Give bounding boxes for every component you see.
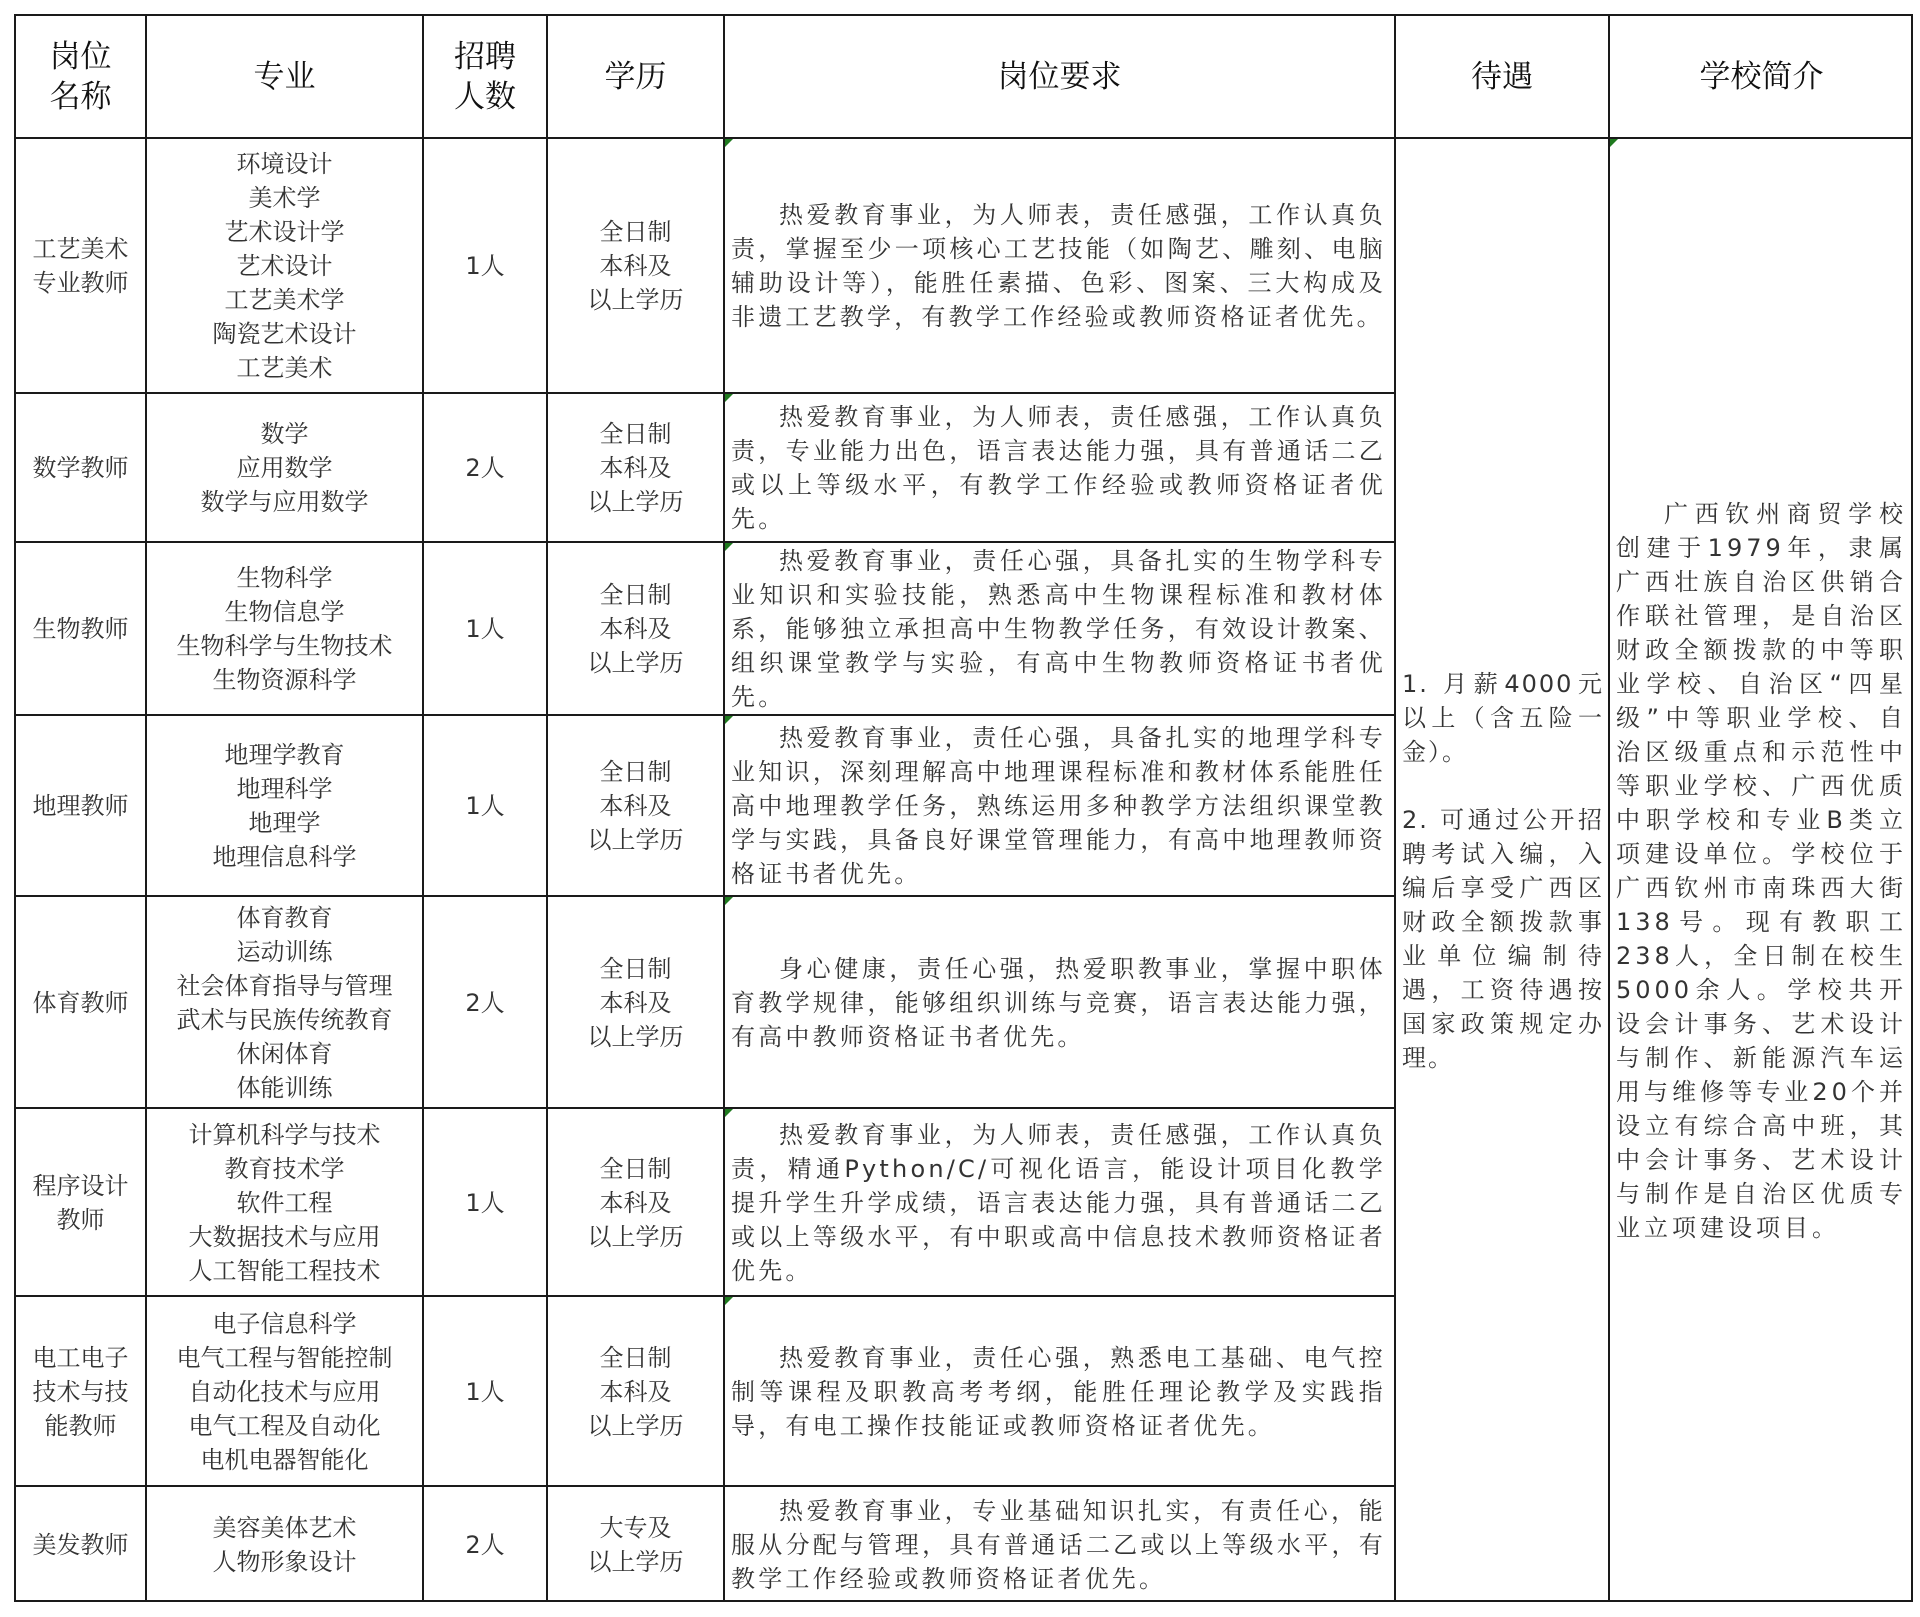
education-line-lines xyxy=(588,1511,684,1579)
position-title: 生物教师 xyxy=(32,615,129,643)
position-title-lines xyxy=(33,451,129,485)
major-item: 自动化技术与应用 xyxy=(188,1377,381,1406)
position-title-lines xyxy=(33,612,129,646)
position-title-cell xyxy=(16,716,145,896)
position-title-cell xyxy=(16,543,145,715)
header-label: 名称 xyxy=(49,79,112,115)
major-item: 运动训练 xyxy=(236,937,333,966)
major-item-lines xyxy=(201,417,369,519)
major-item: 地理科学 xyxy=(236,775,333,803)
headcount-cell xyxy=(424,1109,546,1296)
requirement-text: 热爱教育事业，为人师表，责任感强，工作认真负责，专业能力出色，语言表达能力强，具有普通话二乙或以上等级水平，有教学工作经验或教师资格证者优先。 xyxy=(731,403,1386,533)
education-line-lines xyxy=(588,952,684,1054)
requirement-text: 热爱教育事业，为人师表，责任感强，工作认真负责，掌握至少一项核心工艺技能（如陶艺、雕刻、电脑辅助设计等），能胜任素描、色彩、图案、三大构成及非遗工艺教学，有教学工作经验或教师资格证者优先。 xyxy=(731,201,1386,331)
position-title-lines xyxy=(33,986,129,1020)
education-cell xyxy=(548,543,723,715)
school-intro-text: 广西钦州商贸学校创建于1979年，隶属广西壮族自治区供销合作联社管理，是自治区财政全额拨款的中等职业学校、自治区“四星级”中等职业学校、自治区级重点和示范性中等职业学校、广西优质中职学校和专业B类立项建设单位。学校位于广西钦州市南珠西大街138号。现有教职工238人，全日制在校生5000余人。学校共开设会计事务、艺术设计与制作、新能源汽车运用与维修等专业20个并设立有综合高中班，其中会计事务、艺术设计与制作是自治区优质专业立项建设项目。 xyxy=(1616,499,1907,1242)
cell-comment-marker-icon xyxy=(725,394,733,402)
position-title: 地理教师 xyxy=(32,792,129,820)
position-title: 技术与技 xyxy=(32,1377,129,1406)
headcount-value: 2人 xyxy=(465,454,505,482)
major-item: 艺术设计 xyxy=(236,252,333,280)
major-item: 电机电器智能化 xyxy=(200,1445,369,1474)
major-item-lines xyxy=(177,1307,393,1477)
education-cell xyxy=(548,1487,723,1602)
major-item: 武术与民族传统教育 xyxy=(176,1005,393,1034)
major-item: 生物资源科学 xyxy=(212,666,357,694)
major-item: 数学与应用数学 xyxy=(200,488,369,516)
education-line: 本科及 xyxy=(599,792,672,820)
requirement-text: 热爱教育事业，为人师表，责任感强，工作认真负责，精通Python/C/可视化语言，能设计项目化教学提升学生升学成绩，语言表达能力强，具有普通话二乙或以上等级水平，有中职或高中信息技术教师资格证者优先。 xyxy=(731,1120,1386,1285)
major-item: 人物形象设计 xyxy=(212,1547,357,1576)
majors-cell xyxy=(147,1109,422,1296)
major-item-lines xyxy=(189,1118,381,1288)
headcount-value: 1人 xyxy=(465,615,505,643)
major-item: 艺术设计学 xyxy=(224,218,345,246)
major-item: 电气工程与智能控制 xyxy=(176,1343,393,1372)
education-line: 全日制 xyxy=(599,420,672,448)
requirement-cell xyxy=(725,139,1394,393)
position-title-lines xyxy=(33,789,129,823)
cell-comment-marker-icon xyxy=(725,1297,733,1305)
headcount-cell xyxy=(424,394,546,542)
education-line: 以上学历 xyxy=(587,1222,684,1251)
requirement-cell xyxy=(725,1487,1394,1602)
majors-cell xyxy=(147,543,422,715)
position-title-cell xyxy=(16,1487,145,1602)
headcount-cell xyxy=(424,716,546,896)
header-position-name xyxy=(16,16,145,138)
major-item: 美术学 xyxy=(248,184,321,212)
position-title: 体育教师 xyxy=(32,988,129,1017)
education-line-lines xyxy=(588,578,684,680)
headcount-value: 1人 xyxy=(465,252,505,280)
education-line: 全日制 xyxy=(599,581,672,609)
majors-cell xyxy=(147,1487,422,1602)
headcount-value: 1人 xyxy=(465,1377,505,1406)
major-item: 环境设计 xyxy=(236,150,333,178)
position-title-lines xyxy=(33,1528,129,1562)
education-line-lines xyxy=(588,417,684,519)
education-cell xyxy=(548,716,723,896)
header-education xyxy=(548,16,723,138)
position-title-lines xyxy=(33,1169,129,1237)
benefits-item-salary: 1. 月薪4000元以上（含五险一金）。 xyxy=(1402,669,1604,766)
education-line: 全日制 xyxy=(599,1343,672,1372)
requirement-cell xyxy=(725,1297,1394,1486)
majors-cell xyxy=(147,1297,422,1486)
major-item: 社会体育指导与管理 xyxy=(176,971,393,1000)
header-label: 学历 xyxy=(604,59,667,95)
education-line-lines xyxy=(588,1341,684,1443)
major-item: 生物信息学 xyxy=(224,598,345,626)
recruitment-table xyxy=(14,14,1913,1602)
education-line: 以上学历 xyxy=(587,1022,684,1051)
education-line-lines xyxy=(588,215,684,317)
major-item: 美容美体艺术 xyxy=(212,1513,357,1542)
position-title: 电工电子 xyxy=(32,1343,129,1372)
education-line: 以上学历 xyxy=(587,826,684,854)
position-title: 专业教师 xyxy=(32,269,129,297)
major-item: 电子信息科学 xyxy=(212,1309,357,1338)
header-label: 待遇 xyxy=(1471,59,1533,95)
education-line: 本科及 xyxy=(599,615,672,643)
major-item: 计算机科学与技术 xyxy=(188,1120,381,1149)
major-item: 生物科学与生物技术 xyxy=(176,632,393,660)
education-cell xyxy=(548,394,723,542)
education-line: 以上学历 xyxy=(587,1547,684,1576)
requirement-text: 热爱教育事业，责任心强，具备扎实的生物学科专业知识和实验技能，熟悉高中生物课程标准和教材体系，能够独立承担高中生物教学任务，有效设计教案、组织课堂教学与实验，有高中生物教师资格证书者优先。 xyxy=(731,547,1386,711)
major-item: 体能训练 xyxy=(236,1073,333,1102)
position-title-cell xyxy=(16,897,145,1108)
headcount-cell xyxy=(424,1297,546,1486)
education-line: 以上学历 xyxy=(587,286,684,314)
major-item-lines xyxy=(177,901,393,1105)
major-item: 应用数学 xyxy=(236,454,333,482)
education-line-lines xyxy=(588,1152,684,1254)
cell-comment-marker-icon xyxy=(725,1109,733,1117)
requirement-cell xyxy=(725,1109,1394,1296)
major-item: 休闲体育 xyxy=(236,1039,333,1068)
education-line-lines xyxy=(588,755,684,857)
major-item: 电气工程及自动化 xyxy=(188,1411,381,1440)
position-title: 美发教师 xyxy=(32,1530,129,1559)
headcount-value: 1人 xyxy=(465,1188,505,1217)
education-line: 以上学历 xyxy=(587,488,684,516)
major-item: 工艺美术 xyxy=(236,354,333,382)
headcount-value: 1人 xyxy=(465,792,505,820)
major-item: 体育教育 xyxy=(236,903,333,932)
major-item: 陶瓷艺术设计 xyxy=(212,320,357,348)
headcount-cell xyxy=(424,897,546,1108)
education-cell xyxy=(548,139,723,393)
cell-comment-marker-icon xyxy=(725,543,733,551)
requirement-text: 热爱教育事业，责任心强，具备扎实的地理学科专业知识，深刻理解高中地理课程标准和教材体系能胜任高中地理教学任务，熟练运用多种教学方法组织课堂教学与实践，具备良好课堂管理能力，有高中地理教师资格证书者优先。 xyxy=(731,724,1386,888)
position-title-lines xyxy=(33,1341,129,1443)
majors-cell xyxy=(147,394,422,542)
majors-cell xyxy=(147,897,422,1108)
education-line: 本科及 xyxy=(599,988,672,1017)
major-item: 地理学 xyxy=(248,809,321,837)
major-item: 数学 xyxy=(260,420,309,448)
major-item: 工艺美术学 xyxy=(224,286,345,314)
cell-comment-marker-icon xyxy=(725,139,733,147)
education-line: 以上学历 xyxy=(587,649,684,677)
majors-cell xyxy=(147,716,422,896)
position-title: 教师 xyxy=(56,1205,105,1234)
position-title-cell xyxy=(16,1297,145,1486)
header-label: 招聘 xyxy=(454,39,516,75)
header-requirements xyxy=(725,16,1394,138)
position-title-cell xyxy=(16,394,145,542)
benefits-cell xyxy=(1396,139,1608,1602)
major-item: 软件工程 xyxy=(236,1188,333,1217)
education-line: 全日制 xyxy=(599,758,672,786)
header-label: 专业 xyxy=(253,59,316,95)
education-cell xyxy=(548,897,723,1108)
header-school-intro xyxy=(1610,16,1913,138)
headcount-cell xyxy=(424,1487,546,1602)
majors-cell xyxy=(147,139,422,393)
cell-comment-marker-icon xyxy=(725,897,733,905)
requirement-cell xyxy=(725,394,1394,542)
education-line: 全日制 xyxy=(599,218,672,246)
headcount-value: 2人 xyxy=(465,988,505,1017)
education-line: 全日制 xyxy=(599,1154,672,1183)
major-item-lines xyxy=(213,1511,357,1579)
position-title: 程序设计 xyxy=(32,1171,129,1200)
position-title: 数学教师 xyxy=(32,454,129,482)
header-label: 岗位 xyxy=(49,39,112,75)
major-item: 人工智能工程技术 xyxy=(188,1256,381,1285)
major-item-lines xyxy=(213,738,357,874)
major-item: 大数据技术与应用 xyxy=(188,1222,381,1251)
education-line: 本科及 xyxy=(599,454,672,482)
major-item-lines xyxy=(177,561,393,697)
headcount-cell xyxy=(424,139,546,393)
benefits-item-staffing: 2. 可通过公开招聘考试入编，入编后享受广西区财政全额拨款事业单位编制待遇，工资待遇按国家政策规定办理。 xyxy=(1402,805,1604,1072)
education-line: 以上学历 xyxy=(587,1411,684,1440)
position-title-cell xyxy=(16,1109,145,1296)
education-line: 本科及 xyxy=(599,1188,672,1217)
education-line: 大专及 xyxy=(599,1513,672,1542)
position-title-lines xyxy=(33,232,129,300)
education-cell xyxy=(548,1297,723,1486)
major-item: 地理信息科学 xyxy=(212,843,357,871)
requirement-text: 热爱教育事业，专业基础知识扎实，有责任心，能服从分配与管理，具有普通话二乙或以上等级水平，有教学工作经验或教师资格证者优先。 xyxy=(731,1496,1386,1593)
major-item: 地理学教育 xyxy=(224,741,345,769)
position-title: 工艺美术 xyxy=(32,235,129,263)
header-headcount xyxy=(424,16,546,138)
major-item-lines xyxy=(213,147,357,385)
position-title: 能教师 xyxy=(44,1411,117,1440)
school-intro-cell xyxy=(1610,139,1913,1602)
education-line: 本科及 xyxy=(599,1377,672,1406)
major-item: 生物科学 xyxy=(236,564,333,592)
headcount-cell xyxy=(424,543,546,715)
requirement-cell xyxy=(725,716,1394,896)
education-line: 本科及 xyxy=(599,252,672,280)
header-benefits xyxy=(1396,16,1608,138)
header-label: 学校简介 xyxy=(1699,59,1824,95)
requirement-text: 热爱教育事业，责任心强，熟悉电工基础、电气控制等课程及职教高考考纲，能胜任理论教学及实践指导，有电工操作技能证或教师资格证者优先。 xyxy=(731,1343,1386,1440)
header-major xyxy=(147,16,422,138)
header-label: 人数 xyxy=(454,79,516,115)
position-title-cell xyxy=(16,139,145,393)
headcount-value: 2人 xyxy=(465,1530,505,1559)
education-cell xyxy=(548,1109,723,1296)
requirement-text: 身心健康，责任心强，热爱职教事业，掌握中职体育教学规律，能够组织训练与竞赛，语言表达能力强，有高中教师资格证书者优先。 xyxy=(731,954,1386,1051)
cell-comment-marker-icon xyxy=(725,716,733,724)
requirement-cell xyxy=(725,897,1394,1108)
header-label: 岗位要求 xyxy=(997,59,1122,95)
education-line: 全日制 xyxy=(599,954,672,983)
requirement-cell xyxy=(725,543,1394,715)
major-item: 教育技术学 xyxy=(224,1154,345,1183)
